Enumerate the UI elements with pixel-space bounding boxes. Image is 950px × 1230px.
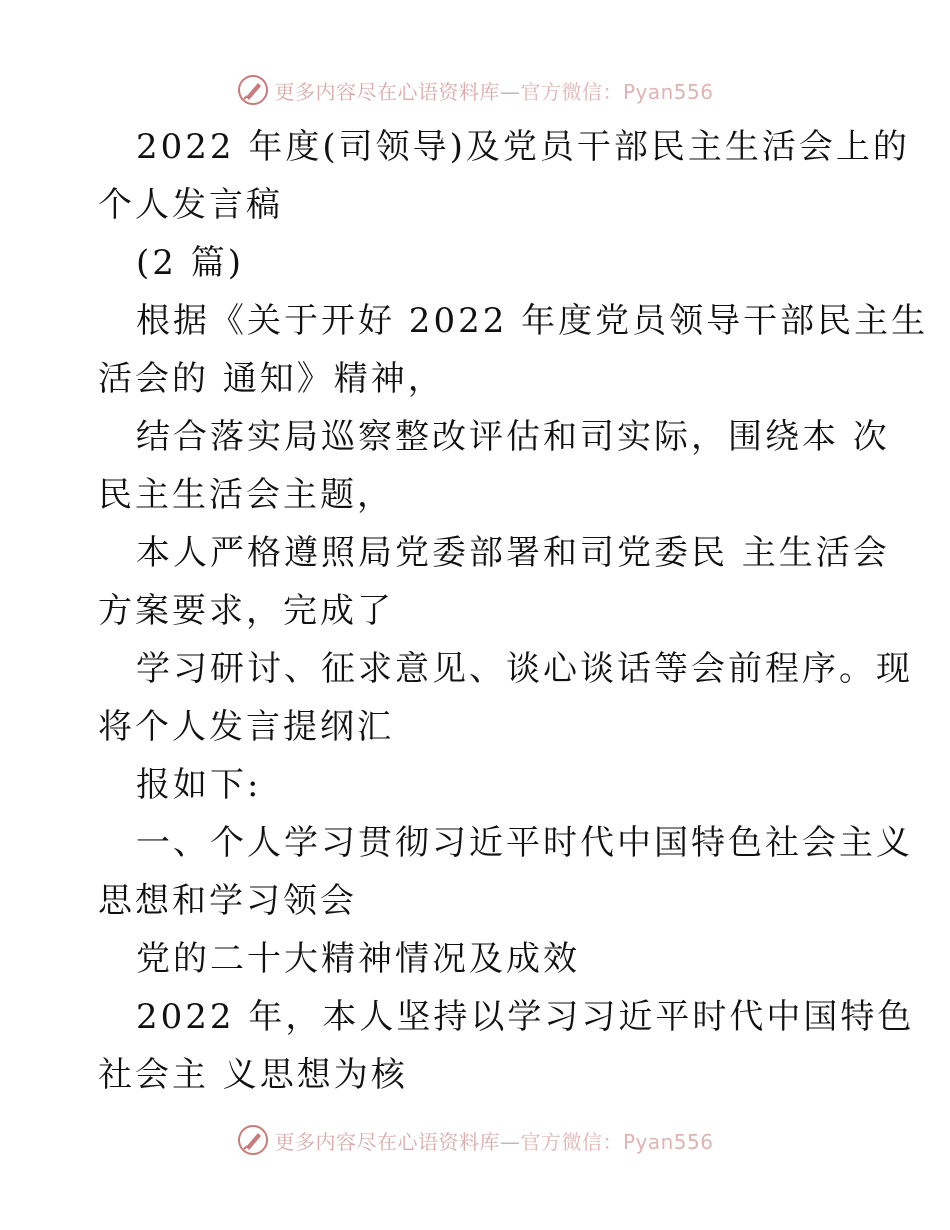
- paragraph-line: 2022 年，本人坚持以学习习近平时代中国特色: [136, 997, 915, 1037]
- doc-subtitle: (2 篇): [136, 243, 244, 283]
- watermark-footer: [0, 1120, 950, 1160]
- document-body: [98, 118, 929, 1104]
- paragraph-line: 党的二十大精神情况及成效: [136, 939, 580, 979]
- paragraph-line: 结合落实局巡察整改评估和司实际，围绕本 次: [136, 417, 890, 457]
- quill-logo-icon: [236, 73, 270, 107]
- section-heading-line-1: 一、个人学习贯彻习近平时代中国特色社会主义: [136, 823, 913, 863]
- doc-title-line-1: 2022 年度(司领导)及党员干部民主生活会上的: [136, 127, 910, 167]
- paragraph-line: 本人严格遵照局党委部署和司党委民 主生活会: [136, 533, 890, 573]
- watermark-wechat: 官方微信：Pyan556: [520, 79, 714, 104]
- doc-title-line-2: 个人发言稿: [98, 185, 283, 225]
- paragraph-line: 活会的 通知》精神，: [98, 359, 445, 399]
- watermark-separator: —: [499, 79, 521, 104]
- paragraph-line: 学习研讨、征求意见、谈心谈话等会前程序。现: [136, 649, 913, 689]
- paragraph-line: 根据《关于开好 2022 年度党员领导干部民主生: [136, 301, 929, 341]
- paragraph-line: 将个人发言提纲汇: [98, 707, 394, 747]
- watermark-brand: 更多内容尽在心语资料库: [274, 1129, 500, 1154]
- watermark-separator: —: [499, 1129, 521, 1154]
- paragraph-line: 社会主 义思想为核: [98, 1055, 408, 1095]
- paragraph-line: 报如下:: [136, 765, 262, 805]
- paragraph-line: 民主生活会主题，: [98, 475, 394, 515]
- watermark-header: [0, 70, 950, 110]
- watermark-brand: 更多内容尽在心语资料库: [274, 79, 500, 104]
- quill-logo-icon: [236, 1123, 270, 1157]
- section-heading-line-2: 思想和学习领会: [98, 881, 357, 921]
- watermark-wechat: 官方微信：Pyan556: [520, 1129, 714, 1154]
- paragraph-line: 方案要求，完成了: [98, 591, 394, 631]
